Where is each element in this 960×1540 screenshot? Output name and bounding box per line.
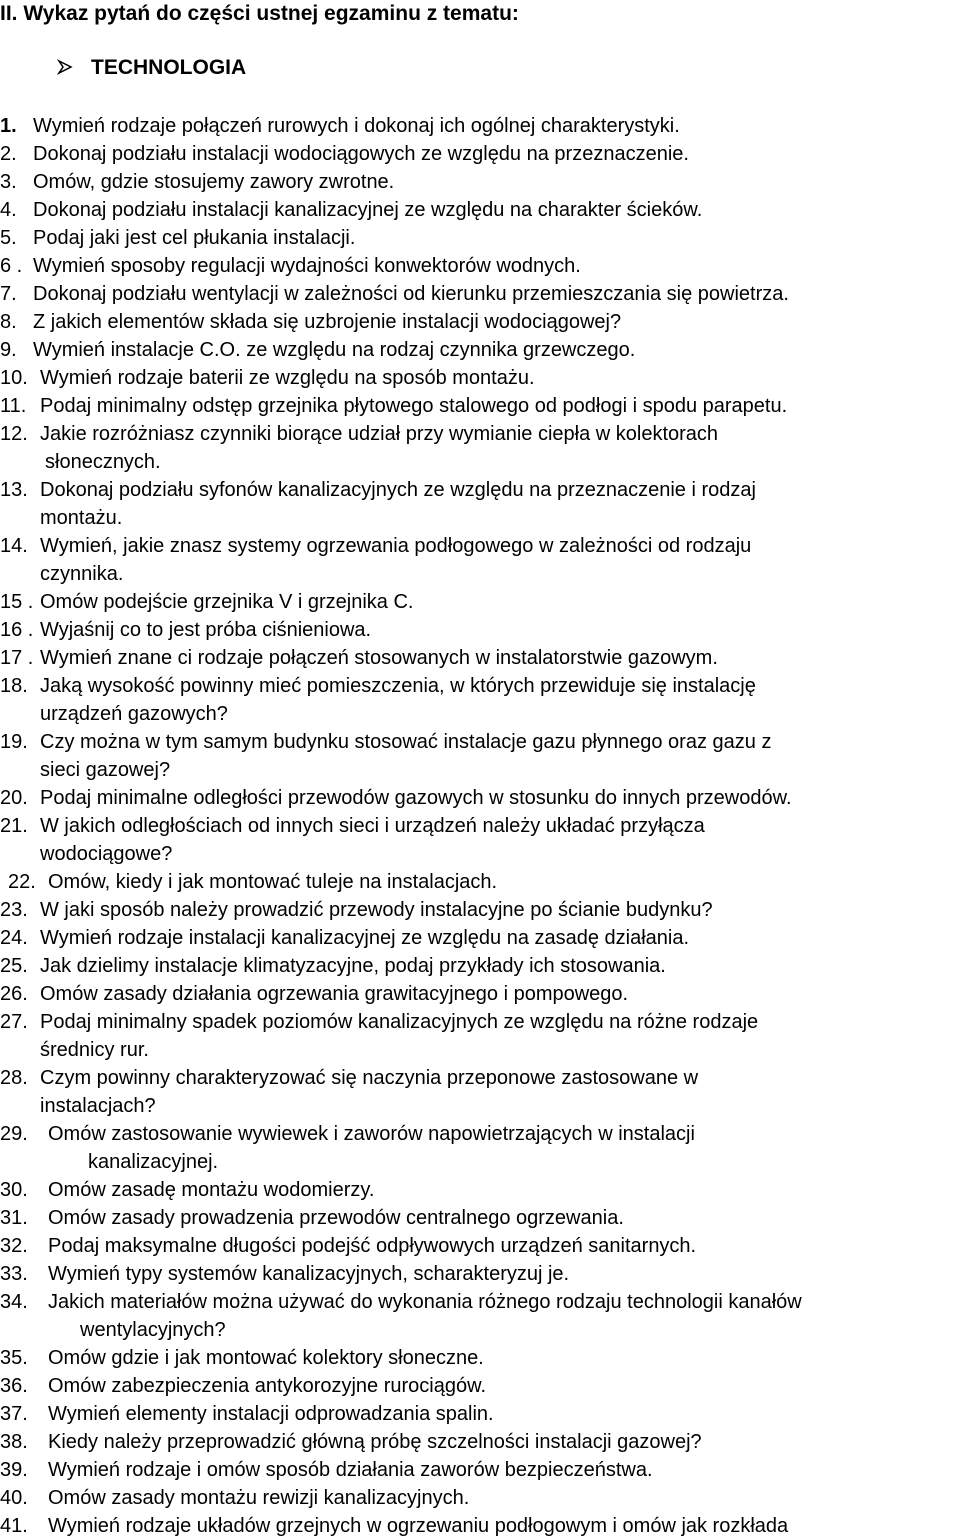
question-number: 21. — [0, 815, 28, 837]
question-text: W jaki sposób należy prowadzić przewody instalacyjne po ścianie budynku? — [40, 899, 713, 921]
question-number: 37. — [0, 1403, 28, 1425]
question-number: 27. — [0, 1011, 28, 1033]
question-number: 28. — [0, 1067, 28, 1089]
question-number: 39. — [0, 1459, 28, 1481]
question-number: 31. — [0, 1207, 28, 1229]
question-text-continuation: czynnika. — [40, 563, 124, 585]
question-number: 1. — [0, 115, 17, 137]
question-text: Jakich materiałów można używać do wykonania różnego rodzaju technologii kanałów — [48, 1291, 802, 1313]
question-text: Wymień rodzaje instalacji kanalizacyjnej ze względu na zasadę działania. — [40, 927, 690, 949]
section-heading — [57, 56, 246, 80]
question-text: Omów zastosowanie wywiewek i zaworów napowietrzających w instalacji — [48, 1123, 695, 1145]
question-text: Wymień rodzaje połączeń rurowych i dokonaj ich ogólnej charakterystyki. — [33, 115, 680, 137]
question-number: 14. — [0, 535, 28, 557]
question-text: Jakie rozróżniasz czynniki biorące udział przy wymianie ciepła w kolektorach — [40, 423, 719, 445]
question-text: Podaj minimalny spadek poziomów kanalizacyjnych ze względu na różne rodzaje — [40, 1011, 759, 1033]
question-number: 38. — [0, 1431, 28, 1453]
question-number: 13. — [0, 479, 28, 501]
question-number: 34. — [0, 1291, 28, 1313]
question-number: 5. — [0, 227, 17, 249]
question-number: 15 . — [0, 591, 34, 613]
question-text: Podaj minimalny odstęp grzejnika płytowego stalowego od podłogi i spodu parapetu. — [40, 395, 788, 417]
question-number: 26. — [0, 983, 28, 1005]
question-text: Podaj minimalne odległości przewodów gazowych w stosunku do innych przewodów. — [40, 787, 792, 809]
question-text-continuation: instalacjach? — [40, 1095, 156, 1117]
question-text: Omów zabezpieczenia antykorozyjne rurociągów. — [48, 1375, 486, 1397]
question-text: Podaj maksymalne długości podejść odpływowych urządzeń sanitarnych. — [48, 1235, 697, 1257]
question-text: Omów zasady prowadzenia przewodów centralnego ogrzewania. — [48, 1207, 624, 1229]
question-number: 17 . — [0, 647, 34, 669]
question-number: 36. — [0, 1375, 28, 1397]
question-number: 8. — [0, 311, 17, 333]
section-heading-label: TECHNOLOGIA — [91, 56, 247, 79]
question-text-continuation: kanalizacyjnej. — [88, 1151, 219, 1173]
question-text: Wymień instalacje C.O. ze względu na rodzaj czynnika grzewczego. — [33, 339, 636, 361]
question-number: 33. — [0, 1263, 28, 1285]
question-text: Czym powinny charakteryzować się naczynia przeponowe zastosowane w — [40, 1067, 699, 1089]
question-number: 3. — [0, 171, 17, 193]
question-text-continuation: wodociągowe? — [40, 843, 173, 865]
question-number: 30. — [0, 1179, 28, 1201]
question-number: 6 . — [0, 255, 23, 277]
question-text: Omów zasady montażu rewizji kanalizacyjnych. — [48, 1487, 470, 1509]
question-number: 35. — [0, 1347, 28, 1369]
document-heading: II. Wykaz pytań do części ustnej egzaminu z tematu: — [0, 2, 519, 25]
question-number: 16 . — [0, 619, 34, 641]
question-text-continuation: wentylacyjnych? — [80, 1319, 226, 1341]
question-number: 19. — [0, 731, 28, 753]
question-number: 41. — [0, 1515, 28, 1537]
question-number: 7. — [0, 283, 17, 305]
question-number: 12. — [0, 423, 28, 445]
question-text: Omów podejście grzejnika V i grzejnika C. — [40, 591, 414, 613]
question-text-continuation: sieci gazowej? — [40, 759, 171, 781]
question-text: Czy można w tym samym budynku stosować instalacje gazu płynnego oraz gazu z — [40, 731, 772, 753]
question-number: 4. — [0, 199, 17, 221]
question-number: 22. — [8, 871, 36, 893]
question-number: 24. — [0, 927, 28, 949]
question-text: Omów, kiedy i jak montować tuleje na instalacjach. — [48, 871, 498, 893]
question-text-continuation: średnicy rur. — [40, 1039, 149, 1061]
question-number: 20. — [0, 787, 28, 809]
question-text: Dokonaj podziału syfonów kanalizacyjnych ze względu na przeznaczenie i rodzaj — [40, 479, 756, 501]
question-number: 29. — [0, 1123, 28, 1145]
question-text-continuation: słonecznych. — [45, 451, 161, 473]
question-number: 18. — [0, 675, 28, 697]
question-text: Kiedy należy przeprowadzić główną próbę szczelności instalacji gazowej? — [48, 1431, 702, 1453]
question-text: Wymień rodzaje układów grzejnych w ogrzewaniu podłogowym i omów jak rozkłada — [48, 1515, 789, 1537]
question-text: Wymień rodzaje i omów sposób działania zaworów bezpieczeństwa. — [48, 1459, 653, 1481]
question-text: Jaką wysokość powinny mieć pomieszczenia, w których przewiduje się instalację — [40, 675, 756, 697]
question-number: 2. — [0, 143, 17, 165]
question-number: 32. — [0, 1235, 28, 1257]
question-text: Dokonaj podziału instalacji kanalizacyjnej ze względu na charakter ścieków. — [33, 199, 703, 221]
question-text: Wymień sposoby regulacji wydajności konwektorów wodnych. — [33, 255, 581, 277]
question-text: Omów gdzie i jak montować kolektory słoneczne. — [48, 1347, 484, 1369]
question-text: Wymień typy systemów kanalizacyjnych, scharakteryzuj je. — [48, 1263, 570, 1285]
arrow-bullet-icon — [57, 59, 73, 75]
question-number: 23. — [0, 899, 28, 921]
question-number: 10. — [0, 367, 28, 389]
question-number: 11. — [0, 395, 27, 417]
question-number: 9. — [0, 339, 17, 361]
question-text: Z jakich elementów składa się uzbrojenie instalacji wodociągowej? — [33, 311, 622, 333]
question-text: W jakich odległościach od innych sieci i urządzeń należy układać przyłącza — [40, 815, 705, 837]
question-text: Wymień rodzaje baterii ze względu na sposób montażu. — [40, 367, 535, 389]
question-text: Wymień, jakie znasz systemy ogrzewania podłogowego w zależności od rodzaju — [40, 535, 752, 557]
question-text: Omów zasady działania ogrzewania grawitacyjnego i pompowego. — [40, 983, 629, 1005]
question-number: 25. — [0, 955, 28, 977]
question-text: Omów, gdzie stosujemy zawory zwrotne. — [33, 171, 395, 193]
question-text: Omów zasadę montażu wodomierzy. — [48, 1179, 375, 1201]
question-number: 40. — [0, 1487, 28, 1509]
question-text: Dokonaj podziału wentylacji w zależności od kierunku przemieszczania się powietrza. — [33, 283, 789, 305]
question-text: Wyjaśnij co to jest próba ciśnieniowa. — [40, 619, 372, 641]
question-text-continuation: montażu. — [40, 507, 123, 529]
question-text: Jak dzielimy instalacje klimatyzacyjne, podaj przykłady ich stosowania. — [40, 955, 666, 977]
question-text-continuation: urządzeń gazowych? — [40, 703, 228, 725]
question-text: Podaj jaki jest cel płukania instalacji. — [33, 227, 356, 249]
question-text: Wymień znane ci rodzaje połączeń stosowanych w instalatorstwie gazowym. — [40, 647, 718, 669]
question-text: Dokonaj podziału instalacji wodociągowych ze względu na przeznaczenie. — [33, 143, 689, 165]
question-text: Wymień elementy instalacji odprowadzania spalin. — [48, 1403, 494, 1425]
